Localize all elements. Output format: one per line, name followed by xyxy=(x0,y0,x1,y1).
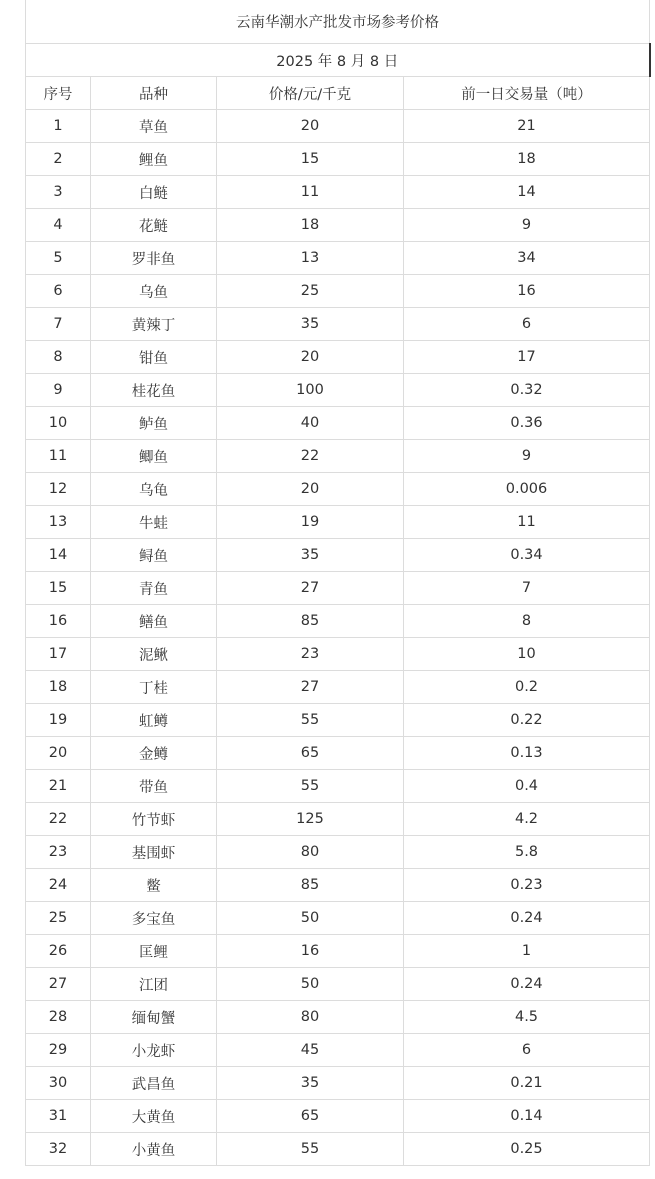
table-row xyxy=(26,803,650,836)
cell-price: 19 xyxy=(217,506,404,539)
table-row xyxy=(26,407,650,440)
table-row xyxy=(26,935,650,968)
cell-variety: 白鲢 xyxy=(91,176,217,209)
cell-variety: 乌鱼 xyxy=(91,275,217,308)
cell-price: 20 xyxy=(217,473,404,506)
table-date: 2025 年 8 月 8 日 xyxy=(26,44,650,77)
cell-volume: 0.23 xyxy=(404,869,650,902)
table-row xyxy=(26,869,650,902)
cell-price: 85 xyxy=(217,605,404,638)
cell-volume: 0.24 xyxy=(404,968,650,1001)
cell-index: 18 xyxy=(26,671,91,704)
cell-volume: 0.34 xyxy=(404,539,650,572)
cell-volume: 9 xyxy=(404,440,650,473)
cell-index: 19 xyxy=(26,704,91,737)
table-row xyxy=(26,440,650,473)
cell-variety: 带鱼 xyxy=(91,770,217,803)
cell-volume: 6 xyxy=(404,1034,650,1067)
cell-index: 17 xyxy=(26,638,91,671)
cell-index: 21 xyxy=(26,770,91,803)
cell-volume: 34 xyxy=(404,242,650,275)
table-row xyxy=(26,110,650,143)
cell-variety: 武昌鱼 xyxy=(91,1067,217,1100)
cell-price: 125 xyxy=(217,803,404,836)
cell-volume: 0.25 xyxy=(404,1133,650,1166)
cell-volume: 0.32 xyxy=(404,374,650,407)
table-row xyxy=(26,671,650,704)
table-row xyxy=(26,737,650,770)
cell-price: 85 xyxy=(217,869,404,902)
cell-price: 25 xyxy=(217,275,404,308)
table-row xyxy=(26,539,650,572)
cell-index: 4 xyxy=(26,209,91,242)
cell-variety: 牛蛙 xyxy=(91,506,217,539)
cell-variety: 鲟鱼 xyxy=(91,539,217,572)
cell-price: 55 xyxy=(217,704,404,737)
cell-index: 2 xyxy=(26,143,91,176)
cell-price: 27 xyxy=(217,671,404,704)
cell-price: 35 xyxy=(217,1067,404,1100)
cell-variety: 虹鳟 xyxy=(91,704,217,737)
cell-volume: 0.14 xyxy=(404,1100,650,1133)
cell-price: 80 xyxy=(217,836,404,869)
table-title: 云南华潮水产批发市场参考价格 xyxy=(26,0,650,44)
cell-variety: 鲈鱼 xyxy=(91,407,217,440)
table-row xyxy=(26,836,650,869)
table-row xyxy=(26,572,650,605)
cell-index: 8 xyxy=(26,341,91,374)
cell-variety: 青鱼 xyxy=(91,572,217,605)
cell-index: 16 xyxy=(26,605,91,638)
cell-price: 18 xyxy=(217,209,404,242)
cell-index: 15 xyxy=(26,572,91,605)
cell-variety: 丁桂 xyxy=(91,671,217,704)
cell-variety: 泥鳅 xyxy=(91,638,217,671)
cell-price: 11 xyxy=(217,176,404,209)
cell-index: 3 xyxy=(26,176,91,209)
cell-volume: 0.4 xyxy=(404,770,650,803)
cell-price: 65 xyxy=(217,1100,404,1133)
table-row xyxy=(26,506,650,539)
cell-index: 32 xyxy=(26,1133,91,1166)
price-table xyxy=(25,0,651,1166)
header-index: 序号 xyxy=(26,77,91,110)
cell-variety: 花鲢 xyxy=(91,209,217,242)
table-row xyxy=(26,1100,650,1133)
cell-price: 65 xyxy=(217,737,404,770)
table-row xyxy=(26,605,650,638)
cell-variety: 罗非鱼 xyxy=(91,242,217,275)
cell-price: 20 xyxy=(217,341,404,374)
cell-index: 20 xyxy=(26,737,91,770)
cell-price: 27 xyxy=(217,572,404,605)
cell-variety: 小龙虾 xyxy=(91,1034,217,1067)
cell-variety: 鳖 xyxy=(91,869,217,902)
table-row xyxy=(26,374,650,407)
cell-index: 27 xyxy=(26,968,91,1001)
cell-index: 23 xyxy=(26,836,91,869)
table-header-row xyxy=(26,77,650,110)
cell-volume: 14 xyxy=(404,176,650,209)
cell-variety: 匡鲤 xyxy=(91,935,217,968)
cell-volume: 11 xyxy=(404,506,650,539)
cell-volume: 4.5 xyxy=(404,1001,650,1034)
header-variety: 品种 xyxy=(91,77,217,110)
cell-price: 50 xyxy=(217,968,404,1001)
table-row xyxy=(26,143,650,176)
cell-variety: 鲤鱼 xyxy=(91,143,217,176)
cell-price: 20 xyxy=(217,110,404,143)
cell-volume: 21 xyxy=(404,110,650,143)
cell-volume: 5.8 xyxy=(404,836,650,869)
cell-price: 50 xyxy=(217,902,404,935)
table-title-row xyxy=(26,0,650,44)
cell-variety: 小黄鱼 xyxy=(91,1133,217,1166)
table-row xyxy=(26,275,650,308)
cell-price: 45 xyxy=(217,1034,404,1067)
cell-price: 55 xyxy=(217,1133,404,1166)
cell-index: 26 xyxy=(26,935,91,968)
cell-price: 13 xyxy=(217,242,404,275)
table-row xyxy=(26,1001,650,1034)
cell-price: 40 xyxy=(217,407,404,440)
cell-price: 15 xyxy=(217,143,404,176)
cell-price: 23 xyxy=(217,638,404,671)
cell-index: 29 xyxy=(26,1034,91,1067)
cell-volume: 4.2 xyxy=(404,803,650,836)
cell-index: 12 xyxy=(26,473,91,506)
cell-variety: 缅甸蟹 xyxy=(91,1001,217,1034)
cell-variety: 鲫鱼 xyxy=(91,440,217,473)
cell-volume: 17 xyxy=(404,341,650,374)
cell-variety: 乌龟 xyxy=(91,473,217,506)
cell-index: 9 xyxy=(26,374,91,407)
cell-volume: 6 xyxy=(404,308,650,341)
cell-index: 5 xyxy=(26,242,91,275)
cell-index: 30 xyxy=(26,1067,91,1100)
table-row xyxy=(26,902,650,935)
cell-volume: 0.36 xyxy=(404,407,650,440)
cell-variety: 黄辣丁 xyxy=(91,308,217,341)
cell-volume: 8 xyxy=(404,605,650,638)
table-row xyxy=(26,1034,650,1067)
cell-price: 22 xyxy=(217,440,404,473)
cell-variety: 草鱼 xyxy=(91,110,217,143)
cell-volume: 0.006 xyxy=(404,473,650,506)
cell-price: 16 xyxy=(217,935,404,968)
cell-index: 24 xyxy=(26,869,91,902)
cell-price: 55 xyxy=(217,770,404,803)
cell-variety: 大黄鱼 xyxy=(91,1100,217,1133)
cell-index: 1 xyxy=(26,110,91,143)
cell-variety: 钳鱼 xyxy=(91,341,217,374)
table-row xyxy=(26,1133,650,1166)
table-row xyxy=(26,770,650,803)
cell-index: 25 xyxy=(26,902,91,935)
table-row xyxy=(26,704,650,737)
cell-volume: 16 xyxy=(404,275,650,308)
table-row xyxy=(26,242,650,275)
cell-volume: 0.21 xyxy=(404,1067,650,1100)
header-price: 价格/元/千克 xyxy=(217,77,404,110)
cell-price: 35 xyxy=(217,539,404,572)
cell-index: 6 xyxy=(26,275,91,308)
cell-price: 80 xyxy=(217,1001,404,1034)
cell-index: 13 xyxy=(26,506,91,539)
table-row xyxy=(26,968,650,1001)
cell-variety: 多宝鱼 xyxy=(91,902,217,935)
cell-index: 31 xyxy=(26,1100,91,1133)
cell-index: 10 xyxy=(26,407,91,440)
table-row xyxy=(26,308,650,341)
table-row xyxy=(26,176,650,209)
cell-price: 35 xyxy=(217,308,404,341)
cell-index: 14 xyxy=(26,539,91,572)
cell-index: 22 xyxy=(26,803,91,836)
table-row xyxy=(26,209,650,242)
cell-volume: 0.13 xyxy=(404,737,650,770)
cell-variety: 基围虾 xyxy=(91,836,217,869)
table-date-row xyxy=(26,44,650,77)
cell-volume: 18 xyxy=(404,143,650,176)
cell-variety: 桂花鱼 xyxy=(91,374,217,407)
table-row xyxy=(26,473,650,506)
cell-index: 28 xyxy=(26,1001,91,1034)
cell-variety: 鳝鱼 xyxy=(91,605,217,638)
cell-variety: 竹节虾 xyxy=(91,803,217,836)
cell-variety: 江团 xyxy=(91,968,217,1001)
price-table-container xyxy=(25,0,649,1166)
table-row xyxy=(26,638,650,671)
table-row xyxy=(26,1067,650,1100)
header-volume: 前一日交易量（吨） xyxy=(404,77,650,110)
cell-price: 100 xyxy=(217,374,404,407)
cell-volume: 0.2 xyxy=(404,671,650,704)
table-row xyxy=(26,341,650,374)
cell-volume: 1 xyxy=(404,935,650,968)
cell-index: 7 xyxy=(26,308,91,341)
cell-volume: 0.22 xyxy=(404,704,650,737)
cell-variety: 金鳟 xyxy=(91,737,217,770)
cell-volume: 9 xyxy=(404,209,650,242)
cell-volume: 7 xyxy=(404,572,650,605)
cell-index: 11 xyxy=(26,440,91,473)
cell-volume: 10 xyxy=(404,638,650,671)
cell-volume: 0.24 xyxy=(404,902,650,935)
